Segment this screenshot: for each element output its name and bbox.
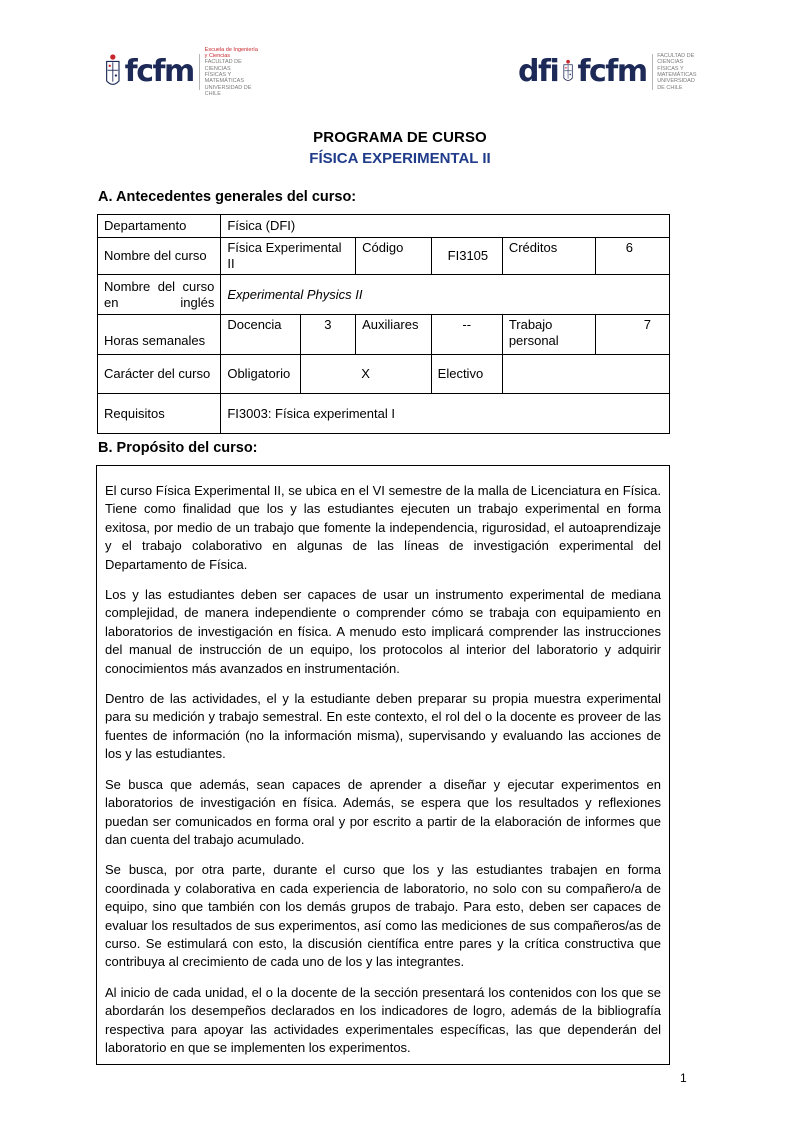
purpose-paragraph: Se busca que además, sean capaces de aprender a diseñar y ejecutar experimentos en laboratorios de investigación en física. Además, se espera que los resultados y reflexiones puedan ser comunicados en forma oral y por escrito a partir de la elaboración de informes que dan cuenta del trabajo acumulado.	[105, 776, 661, 847]
docencia-label: Docencia	[221, 315, 300, 355]
nombre-ingles-value: Experimental Physics II	[221, 275, 670, 315]
page-number: 1	[680, 1071, 687, 1085]
electivo-value	[502, 355, 669, 394]
creditos-label: Créditos	[502, 238, 595, 275]
trabajo-personal-value: 7	[595, 315, 669, 355]
requisitos-label: Requisitos	[98, 394, 221, 434]
university-emblem-icon	[562, 50, 574, 94]
nombre-curso-label: Nombre del curso	[98, 238, 221, 275]
trabajo-personal-label: Trabajo personal	[502, 315, 595, 355]
purpose-paragraph: Los y las estudiantes deben ser capaces de usar un instrumento experimental de mediana complejidad, de manera independiente o comprender cómo se trabaja con equipamiento en laboratorios de investigación en física. A menudo esto implicará comprender las instrucciones del manual de instrucción de un equipo, los protocolos al interior del laboratorio y adquirir conocimientos más avanzados en instrumentación.	[105, 587, 661, 676]
table-row	[98, 394, 670, 434]
purpose-box	[96, 465, 670, 1065]
electivo-label: Electivo	[431, 355, 502, 394]
course-info-table	[97, 214, 670, 434]
fcfm-logo-left	[104, 46, 264, 98]
horas-semanales-label: Horas semanales	[98, 315, 221, 355]
purpose-paragraph: El curso Física Experimental II, se ubica en el VI semestre de la malla de Licenciatura en Física. Tiene como finalidad que los y las estudiantes ejecuten un trabajo experimental en forma exitosa, por medio de un trabajo que fomente la independencia, rigurosidad, el autoaprendizaje y el trabajo colaborativo en algunas de las líneas de investigación experimental del Departamento de Física.	[105, 483, 661, 572]
fcfm-logo-caption: FACULTAD DE CIENCIAS FÍSICAS Y MATEMÁTICAS UNIVERSIDAD DE CHILE	[657, 53, 697, 91]
logo-divider	[652, 54, 653, 90]
table-row	[98, 275, 670, 315]
table-row	[98, 355, 670, 394]
table-row	[98, 315, 670, 355]
requisitos-value: FI3003: Física experimental I	[221, 394, 670, 434]
section-a-heading: A. Antecedentes generales del curso:	[98, 189, 357, 205]
obligatorio-label: Obligatorio	[221, 355, 300, 394]
dfi-wordmark: dfi	[518, 54, 559, 89]
document-title: PROGRAMA DE CURSO	[313, 129, 487, 146]
nombre-curso-value: Física Experimental II	[221, 238, 356, 275]
university-emblem-icon	[104, 50, 122, 94]
caracter-label: Carácter del curso	[98, 355, 221, 394]
purpose-paragraph: Se busca, por otra parte, durante el curso que los y las estudiantes trabajen en forma coordinada y colaborativa en cada experiencia de laboratorio, no solo con su compañero/a de equipo, sino que también con los demás grupos de trabajo. Para esto, deben ser capaces de evaluar los resultados de sus experimentos, así como las mediciones de sus compañeros/as de curso. Se estimulará con esto, la discusión científica entre pares y la crítica constructiva que contribuya al crecimiento de cada uno de los y las integrantes.	[105, 862, 661, 970]
fcfm-wordmark: fcfm	[577, 54, 647, 89]
nombre-ingles-label: Nombre del curso en inglés	[98, 275, 221, 315]
auxiliares-label: Auxiliares	[356, 315, 432, 355]
purpose-paragraph: Dentro de las actividades, el y la estudiante deben preparar su propia muestra experimental para su medición y trabajo semestral. En este contexto, el rol del o la docente es proveer de las fuentes de información (no la información misma), supervisando y evaluando las acciones de los y las estudiantes.	[105, 691, 661, 762]
docencia-value: 3	[300, 315, 356, 355]
course-title: FÍSICA EXPERIMENTAL II	[309, 150, 491, 167]
dfi-fcfm-logo-right	[518, 46, 698, 98]
departamento-value: Física (DFI)	[221, 215, 670, 238]
fcfm-wordmark: fcfm	[124, 54, 194, 89]
departamento-label: Departamento	[98, 215, 221, 238]
logo-divider	[199, 54, 200, 90]
creditos-value: 6	[595, 238, 669, 275]
purpose-paragraph: Al inicio de cada unidad, el o la docente de la sección presentará los contenidos con los que se abordarán los desempeños declarados en los indicadores de logro, además de la bibliografía respectiva para apoyar las actividades experimentales específicas, las que dependerán del laboratorio en que se implementen los experimentos.	[105, 984, 661, 1055]
codigo-label: Código	[356, 238, 432, 275]
table-row	[98, 215, 670, 238]
obligatorio-value: X	[300, 355, 431, 394]
codigo-value: FI3105	[431, 238, 502, 275]
auxiliares-value: --	[431, 315, 502, 355]
table-row	[98, 238, 670, 275]
fcfm-logo-caption: Escuela de Ingeniería y Ciencias FACULTAD DE CIENCIAS FÍSICAS Y MATEMÁTICAS UNIVERSIDAD DE CHILE	[204, 46, 258, 97]
section-b-heading: B. Propósito del curso:	[98, 440, 258, 456]
